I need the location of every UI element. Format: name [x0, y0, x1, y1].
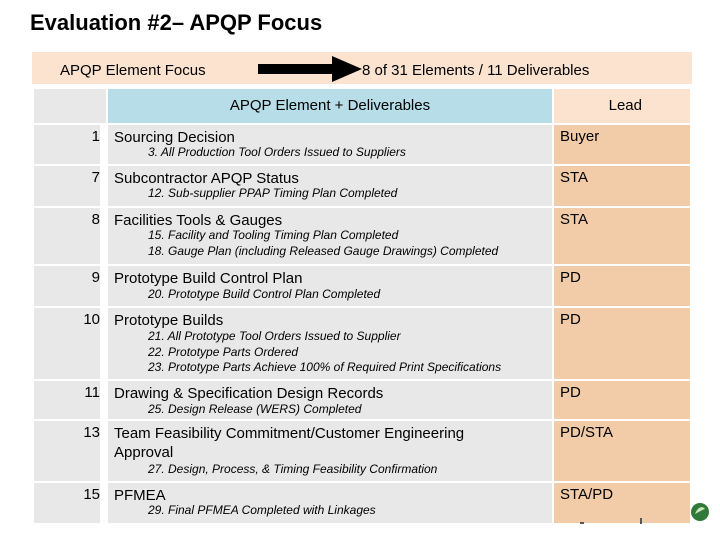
element-title: Drawing & Specification Design Records: [114, 385, 384, 402]
element-number-cell: [34, 381, 100, 419]
deliverable-item: 21. All Prototype Tool Orders Issued to Supplier: [148, 329, 401, 343]
focus-banner: [32, 52, 692, 84]
element-cell: [108, 125, 552, 164]
lead-cell: [554, 125, 690, 164]
lead-cell: [554, 266, 690, 306]
element-number: 11: [84, 384, 100, 401]
element-number-cell: [34, 421, 100, 481]
element-cell: [108, 381, 552, 419]
deliverable-item: 22. Prototype Parts Ordered: [148, 344, 299, 359]
lead-value: STA: [560, 169, 589, 186]
element-number-cell: [34, 266, 100, 306]
element-number-cell: [34, 166, 100, 206]
element-number: 10: [83, 311, 100, 328]
banner-right-label: 8 of 31 Elements / 11 Deliverables: [362, 62, 590, 79]
element-number-cell: [34, 483, 100, 523]
header-number-cell: [34, 89, 106, 123]
right-arrow-icon: [258, 56, 362, 82]
table-row: [34, 483, 690, 523]
deliverable-item: 15. Facility and Tooling Timing Plan Completed: [148, 228, 399, 242]
deliverable-item: 3. All Production Tool Orders Issued to Suppliers: [148, 145, 406, 159]
element-cell: [108, 483, 552, 523]
header-elements: APQP Element + Deliverables: [108, 89, 552, 123]
element-cell: [108, 308, 552, 379]
element-title: Sourcing Decision: [114, 129, 235, 146]
deliverable-item: 18. Gauge Plan (including Released Gauge Drawings) Completed: [148, 243, 499, 258]
table-row: [34, 381, 690, 419]
deliverable-item: 23. Prototype Parts Achieve 100% of Required Print Specifications: [148, 360, 502, 374]
deliverable-item: 20. Prototype Build Control Plan Completed: [148, 287, 381, 301]
lead-value: STA: [560, 211, 589, 228]
header-lead: [554, 89, 690, 123]
element-number: 8: [91, 211, 100, 228]
element-cell: [108, 421, 552, 481]
footer-mark: [580, 522, 584, 524]
lead-value: STA/PD: [560, 486, 614, 503]
lead-cell: [554, 483, 690, 523]
lead-cell: [554, 421, 690, 481]
element-number: 9: [91, 269, 100, 286]
element-title: Facilities Tools & Gauges: [114, 212, 283, 229]
element-number: 13: [83, 424, 100, 441]
table-row: [34, 308, 690, 379]
deliverable-item: 29. Final PFMEA Completed with Linkages: [148, 503, 376, 517]
lead-value: PD/STA: [560, 424, 614, 441]
element-number-cell: [34, 208, 100, 264]
banner-left-label: APQP Element Focus: [60, 62, 206, 79]
table-row: [34, 125, 690, 164]
lead-cell: [554, 308, 690, 379]
deliverable-item: 27. Design, Process, & Timing Feasibility Confirmation: [148, 462, 438, 476]
element-title: Team Feasibility Commitment/Customer Engineering Approval: [114, 425, 465, 461]
header-lead-label: Lead: [608, 97, 642, 114]
footer-mark: [640, 518, 642, 524]
deliverable-item: 12. Sub-supplier PPAP Timing Plan Completed: [148, 186, 398, 200]
element-title: PFMEA: [114, 487, 166, 504]
lead-value: Buyer: [560, 128, 600, 145]
element-title: Prototype Builds: [114, 312, 224, 329]
table-row: [34, 208, 690, 264]
lead-cell: [554, 381, 690, 419]
element-title: Prototype Build Control Plan: [114, 270, 303, 287]
element-title: Subcontractor APQP Status: [114, 170, 299, 187]
table-row: [34, 166, 690, 206]
leaf-logo-icon: [689, 500, 709, 524]
element-number-cell: [34, 125, 100, 164]
element-cell: [108, 266, 552, 306]
element-cell: [108, 208, 552, 264]
element-number: 1: [91, 128, 100, 145]
lead-cell: [554, 166, 690, 206]
element-number: 15: [83, 486, 100, 503]
lead-value: PD: [560, 269, 581, 286]
table-row: [34, 421, 690, 481]
lead-value: PD: [560, 384, 581, 401]
table-row: [34, 266, 690, 306]
element-number-cell: [34, 308, 100, 379]
element-cell: [108, 166, 552, 206]
lead-cell: [554, 208, 690, 264]
page-title: Evaluation #2– APQP Focus: [30, 10, 323, 35]
deliverable-item: 25. Design Release (WERS) Completed: [148, 402, 362, 416]
element-number: 7: [91, 169, 100, 186]
lead-value: PD: [560, 311, 581, 328]
